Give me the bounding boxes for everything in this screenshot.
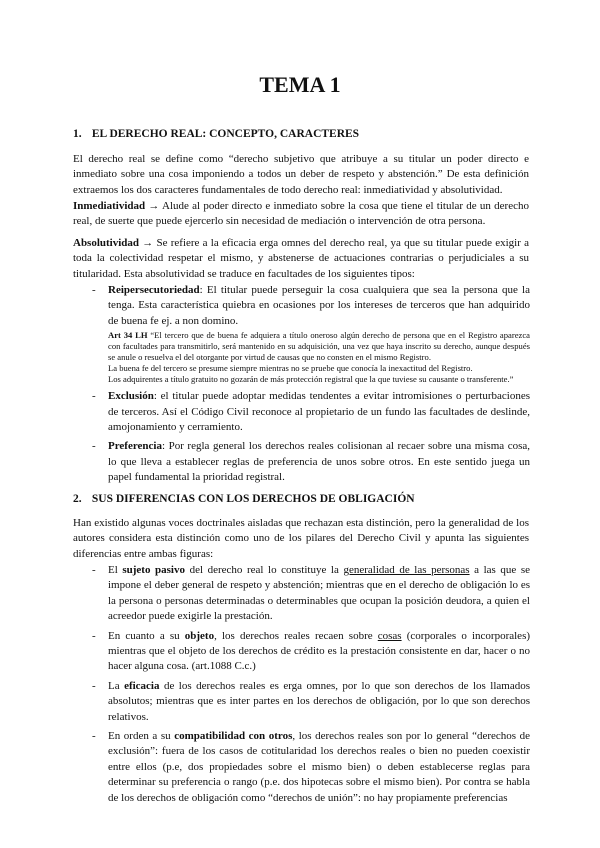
list-item [92,439,530,485]
absolutividad-paragraph [73,236,529,282]
section-1-intro: El derecho real se define como “derecho subjetivo que atribuye a su titular un poder directo e inmediato sobre una cosa imponiendo a todos un deber de respeto y abstención.” De esta definición extraemos los dos caracteres fundamentales de todo derecho real: inmediatividad y absolutividad. [73,153,529,196]
generalidad-underline: generalidad de las personas [343,564,470,576]
reipersecutoriedad-text: : El titular puede perseguir la cosa cualquiera que sea la persona que la tenga. Esta característica quiebra en ocasiones por los intereses de terceros que han adquirido de buena fe ej. a non domino. [108,284,530,327]
art-34-lh-ref: Art 34 LH [108,330,148,341]
objeto-text-a: , los derechos reales recaen sobre [214,629,378,642]
objeto-term: objeto [184,629,215,642]
art-34-lh-quote [108,330,530,385]
art-34-lh-quote-1: “El tercero que de buena fe adquiera a título oneroso algún derecho de persona que en el Registro aparezca con facultades para transmitirlo, será mantenido en su adquisición, una vez que haya inscrito su derecho, aunque después se anule o resuelva el del otorgante por virtud de causas que no consten en el mismo Registro. [108,330,530,363]
section-2-number: 2. [73,493,82,505]
absolutividad-text: → Se refiere a la eficacia erga omnes del derecho real, ya que su titular puede exigir a toda la colectividad respetar el mismo, y abstenerse de actuaciones contrarias o perjudiciales a su titularidad. Esta absolutividad se traduce en facultades de los siguientes tipos: [73,237,529,280]
art-34-lh-quote-2: La buena fe del tercero se presume siempre mientras no se pruebe que conocía la inexactitud del Registro. [108,363,473,374]
section-2-heading-text: SUS DIFERENCIAS CON LOS DERECHOS DE OBLIGACIÓN [91,493,415,505]
sujeto-pasivo-text-b: a las que se impone el deber general de respeto y abstención; mientras que en el derecho de obligación lo es la persona o personas determinadas o determinables que ocupan la posición deudora, a quien el acreedor puede exigirle la prestación. [108,564,530,623]
reipersecutoriedad-term: Reipersecutoriedad [108,284,200,296]
section-1-number: 1. [73,128,82,140]
cosas-underline: cosas [377,629,402,642]
list-item [92,729,530,806]
absolutividad-facultades-list [92,283,530,490]
compatibilidad-term: compatibilidad con otros [174,730,293,743]
objeto-prefix: En cuanto a su [108,629,185,642]
page-title: TEMA 1 [259,72,341,97]
list-item [92,283,530,385]
sujeto-pasivo-text-a: del derecho real lo constituye la [185,564,344,576]
inmediatividad-paragraph [73,199,529,230]
preferencia-text: : Por regla general los derechos reales colisionan al recaer sobre una misma cosa, lo que lleva a establecer reglas de preferencia de unos sobre otros. En este sentido juega un papel fundamental la prioridad registral. [108,440,530,484]
exclusion-text: : el titular puede adoptar medidas tendentes a evitar intromisiones o perturbaciones de terceros. Así el Código Civil reconoce al propietario de un fundo las facultades de deslinde, amojonamiento y cerramiento. [108,390,530,434]
section-2-heading [73,492,533,507]
compatibilidad-text: , los derechos reales son por lo general “derechos de exclusión”: fuera de los casos de cotitularidad los derechos reales o bien no pueden coexistir entre ellos (p.e, dos propiedades sobre el mismo bien) o deben establecerse reglas para determinar su preferencia o rango (p.e. dos hipotecas sobre el mismo bien). Por contra se habla de los derechos de obligación como “derechos de unión”: no hay propiamente preferencias [108,730,531,804]
section-1-heading-text: EL DERECHO REAL: CONCEPTO, CARACTERES [91,128,360,140]
section-2-intro: Han existido algunas voces doctrinales aisladas que rechazan esta distinción, pero la generalidad de los autores considera esta distinción como uno de los pilares del Derecho Civil y apunta las siguientes diferencias entre ambas figuras: [73,517,529,560]
art-34-lh-quote-3: Los adquirentes a título gratuito no gozarán de más protección registral que la que tuviese su causante o transferente.” [108,374,514,385]
preferencia-term: Preferencia [108,440,162,453]
list-item [92,563,530,625]
list-item [92,679,530,725]
inmediatividad-text: → Alude al poder directo e inmediato sobre la cosa que tiene el titular de un derecho real, de suerte que puede ejercerlo sin necesidad de mediación o intervención de otra persona. [73,200,529,228]
eficacia-prefix: La [108,679,125,692]
compatibilidad-prefix: En orden a su [108,730,175,743]
sujeto-pasivo-term: sujeto pasivo [122,564,185,576]
section-1-heading [73,127,533,142]
absolutividad-term: Absolutividad [73,237,140,249]
inmediatividad-term: Inmediatividad [73,200,146,212]
diferencias-list [92,563,530,810]
sujeto-pasivo-prefix: El [108,564,123,576]
objeto-text-b: (corporales o incorporales) mientras que el objeto de los derechos de crédito es la prestación consistente en dar, hacer o no hacer alguna cosa. (art.1088 C.c.) [108,629,531,673]
eficacia-term: eficacia [124,679,160,692]
eficacia-text: de los derechos reales es erga omnes, por lo que son derechos de los llamados absolutos; mientras que es inter partes en los derechos de obligación, por lo que son derechos relativos. [108,679,530,723]
list-item [92,629,530,675]
exclusion-term: Exclusión [108,390,154,403]
list-item [92,389,530,435]
